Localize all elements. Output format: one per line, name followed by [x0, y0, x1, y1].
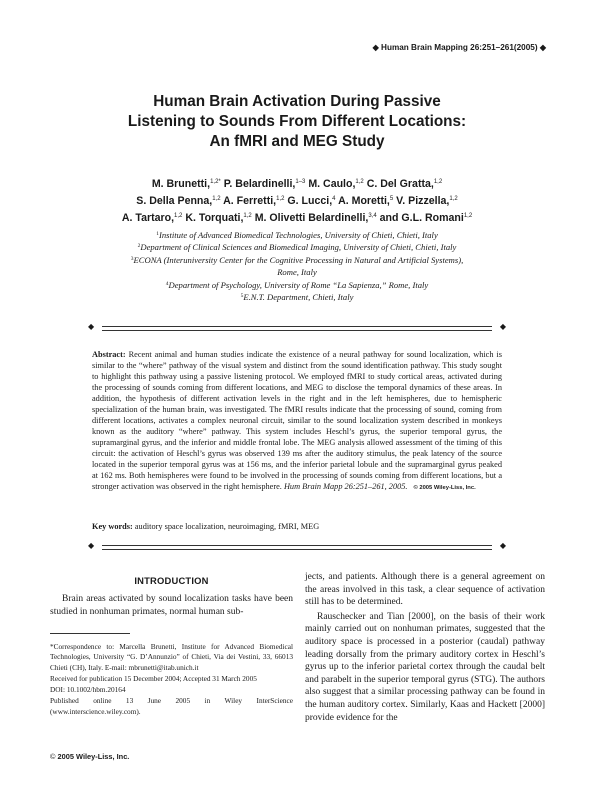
- affiliation-number: 3: [130, 255, 134, 262]
- abstract-label: Abstract:: [92, 350, 126, 359]
- keywords: [92, 521, 502, 532]
- author-list: [0, 176, 594, 227]
- author-name: A. Tartaro,: [121, 212, 175, 224]
- diamond-icon: ◆: [499, 541, 506, 550]
- abstract-copyright: © 2005 Wiley-Liss, Inc.: [413, 485, 476, 491]
- affiliation-text: ECONA (Interuniversity Center for the Cognitive Processing in Natural and Artificial Systems),: [133, 254, 464, 265]
- diamond-icon: ◆: [88, 322, 95, 331]
- author-affiliation-mark: 1,2: [243, 213, 252, 219]
- title-line: An fMRI and MEG Study: [209, 133, 385, 150]
- author-line: [0, 193, 594, 210]
- footnote-separator: [50, 633, 130, 634]
- journal-header: [373, 43, 546, 52]
- author-affiliation-mark: 3,4: [368, 213, 377, 219]
- author-name: and G.L. Romani: [379, 212, 464, 224]
- author-affiliation-mark: 5: [389, 196, 394, 202]
- author-affiliation-mark: 1,2: [212, 196, 221, 202]
- body-paragraph: Brain areas activated by sound localization tasks have been studied in nonhuman primates, normal human sub-: [50, 594, 293, 617]
- affiliation-item: [0, 229, 594, 241]
- affiliation-text: Department of Psychology, University of Rome “La Sapienza,” Rome, Italy: [168, 279, 429, 290]
- title-line: Listening to Sounds From Different Locations:: [127, 113, 467, 130]
- journal-citation: Human Brain Mapping 26:251–261(2005): [381, 43, 538, 52]
- keywords-label: Key words:: [92, 522, 133, 531]
- author-affiliation-mark: 1,2: [355, 179, 364, 185]
- copyright-publisher: Wiley-Liss, Inc.: [76, 752, 130, 761]
- author-affiliation-mark: 1,2: [276, 196, 285, 202]
- affiliation-text: E.N.T. Department, Chieti, Italy: [243, 292, 354, 303]
- affiliation-number: 1: [156, 231, 159, 237]
- copyright-footer: [50, 752, 129, 761]
- author-name: A. Moretti,: [338, 195, 390, 207]
- diamond-icon: ◆: [499, 322, 506, 331]
- affiliation-text: Institute of Advanced Biomedical Technologies, University of Chieti, Chieti, Italy: [158, 230, 438, 240]
- keywords-text: auditory space localization, neuroimaging, fMRI, MEG: [134, 522, 320, 531]
- author-name: M. Brunetti,: [151, 178, 211, 190]
- author-affiliation-mark: 1,2: [463, 213, 473, 219]
- author-affiliation-mark: 1,2: [449, 196, 458, 202]
- author-affiliation-mark: 1,2: [174, 213, 183, 219]
- affiliation-number: 4: [165, 280, 169, 287]
- author-affiliation-mark: 1,2: [433, 179, 443, 185]
- affiliation-number: 2: [137, 243, 141, 250]
- author-name: S. Della Penna,: [136, 195, 213, 207]
- author-line: [0, 176, 594, 193]
- diamond-icon: ◆: [372, 43, 379, 52]
- affiliation-item: [0, 241, 594, 253]
- author-name: V. Pizzella,: [396, 195, 450, 207]
- affiliation-item: [0, 254, 594, 266]
- author-affiliation-mark: 1,2*: [210, 179, 221, 185]
- affiliation-number: 5: [240, 293, 244, 300]
- diamond-icon: ◆: [88, 541, 95, 550]
- affiliation-list: [0, 229, 594, 303]
- author-name: G. Lucci,: [287, 195, 333, 207]
- author-name: C. Del Gratta,: [366, 178, 434, 190]
- copyright-icon: ©: [50, 752, 56, 761]
- right-column: [305, 571, 545, 724]
- left-column: [50, 575, 293, 618]
- diamond-icon: ◆: [539, 43, 546, 52]
- correspondence-note: *Correspondence to: Marcella Brunetti, Institute for Advanced Biomedical Technologies, University “G. D’Annunzio” of Chieti, Via dei Vestini, 33, 66013 Chieti (CH), Italy. E-mail: mbrunetti@itab.unich.it: [50, 642, 293, 672]
- abstract-bottom-rule: [88, 541, 506, 550]
- author-name: K. Torquati,: [185, 212, 244, 224]
- abstract-citation: Hum Brain Mapp 26:251–261, 2005.: [283, 482, 408, 491]
- affiliation-item: [0, 291, 594, 303]
- published-note: Published online 13 June 2005 in Wiley InterScience (www.interscience.wiley.com).: [50, 696, 293, 716]
- author-name: P. Belardinelli,: [223, 178, 296, 190]
- author-name: A. Ferretti,: [223, 195, 277, 207]
- author-affiliation-mark: 1–3: [295, 179, 306, 185]
- abstract-text: Recent animal and human studies indicate the existence of a neural pathway for sound localization, which is similar to the “where” pathway of the visual system and distinct from the sound identification pathway. This study sought to highlight this pathway using a passive listening protocol. We employed fMRI to study cortical areas, activated during the processing of sounds coming from different locations, and MEG to disclose the temporal dynamics of these areas. In addition, the hypothesis of different activation levels in the right and in the left hemispheres, due to hemispheric specialization of the human brain, was investigated. The fMRI results indicate that the processing of sound, coming from different locations, activates a complex neuronal circuit, similar to the sound localization system described in monkeys known as the auditory “where” pathway. This system includes Heschl’s gyrus, the superior temporal gyrus, the supramarginal gyrus, and the inferior and middle frontal lobe. The MEG analysis allowed assessment of the timing of this circuit: the activation of Heschl’s gyrus was observed 139 ms after the auditory stimulus, the peak latency of the source located in the superior temporal gyrus was at 156 ms, and the inferior parietal lobule and the supramarginal gyrus peaked at 162 ms. Both hemispheres were found to be involved in the processing of sounds coming from different locations, but a stronger activation was observed in the right hemisphere.: [92, 350, 502, 491]
- author-name: M. Caulo,: [308, 178, 356, 190]
- affiliation-item: [0, 279, 594, 291]
- abstract-top-rule: [88, 322, 506, 331]
- title-line: Human Brain Activation During Passive: [153, 93, 441, 110]
- affiliation-text: Department of Clinical Sciences and Biomedical Imaging, University of Chieti, Chieti, Italy: [140, 242, 457, 253]
- author-name: M. Olivetti Belardinelli,: [254, 212, 369, 224]
- section-heading-introduction: INTRODUCTION: [134, 575, 209, 586]
- affiliation-item-continued: Rome, Italy: [277, 267, 317, 278]
- paper-title: [0, 92, 594, 152]
- author-line: [0, 210, 594, 227]
- copyright-year: 2005: [57, 752, 74, 761]
- footnotes: [50, 633, 293, 717]
- body-paragraph: jects, and patients. Although there is a general agreement on the areas involved in this task, a clear sequence of activation still has to be determined.: [305, 572, 545, 608]
- author-affiliation-mark: 4: [332, 196, 336, 202]
- abstract: [92, 349, 502, 494]
- doi-note: DOI: 10.1002/hbm.20164: [50, 685, 126, 695]
- received-note: Received for publication 15 December 2004; Accepted 31 March 2005: [50, 673, 257, 683]
- body-paragraph: Rauschecker and Tian [2000], on the basis of their work mainly carried out on nonhuman primates, suggested that the auditory space is processed in a posterior (caudal) pathway leading dorsally from the primary auditory cortex in Heschl’s gyrus up to the inferior parietal cortex through the caudal belt and parabelt in the superior temporal gyrus (STG). The authors also suggest that a similar processing pathway can be found in the human auditory cortex. Similarly, Kaas and Hackett [2000] provide evidence for the: [305, 611, 545, 723]
